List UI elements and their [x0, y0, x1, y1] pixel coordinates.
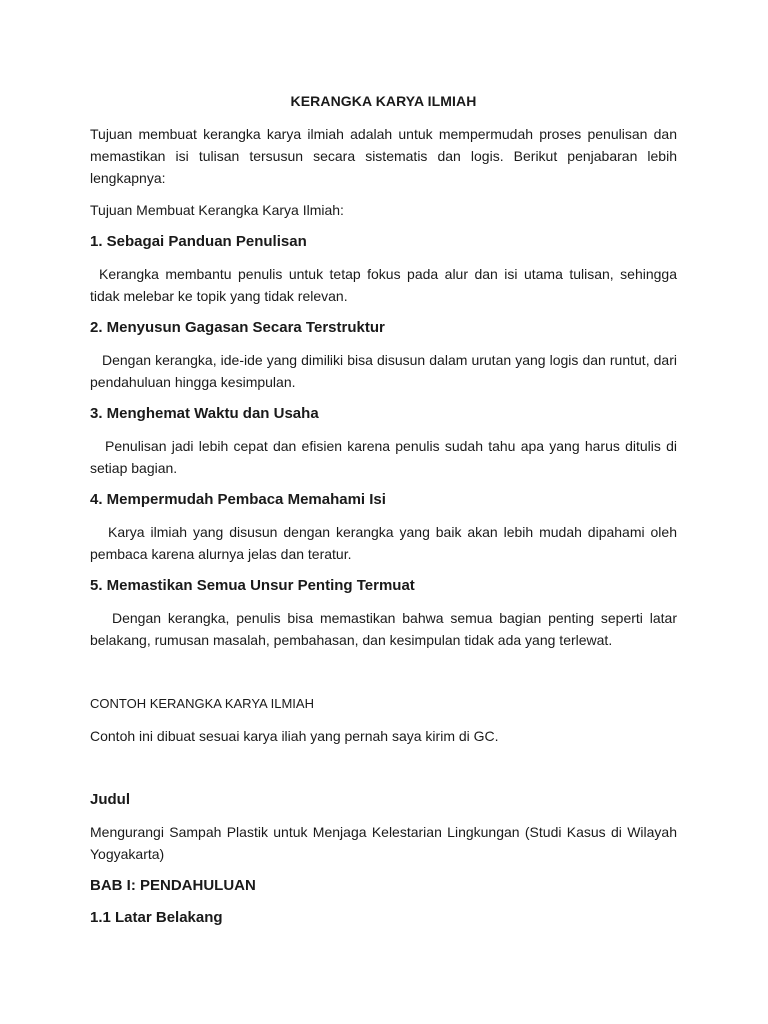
point-4-body: Karya ilmiah yang disusun dengan kerangka yang baik akan lebih mudah dipahami oleh pembaca karena alurnya jelas dan teratur.	[90, 524, 677, 562]
point-1-body: Kerangka membantu penulis untuk tetap fokus pada alur dan isi utama tulisan, sehingga tidak melebar ke topik yang tidak relevan.	[90, 266, 677, 304]
point-2-heading: 2. Menyusun Gagasan Secara Terstruktur	[90, 319, 385, 336]
point-4-heading: 4. Mempermudah Pembaca Memahami Isi	[90, 491, 386, 508]
judul-text: Mengurangi Sampah Plastik untuk Menjaga Kelestarian Lingkungan (Studi Kasus di Wilayah Yogyakarta)	[90, 824, 677, 862]
bab-1-heading: BAB I: PENDAHULUAN	[90, 877, 256, 894]
intro-paragraph: Tujuan membuat kerangka karya ilmiah adalah untuk mempermudah proses penulisan dan memastikan isi tulisan tersusun secara sistematis dan logis. Berikut penjabaran lebih lengkapnya:	[90, 126, 677, 186]
section-1-1-heading: 1.1 Latar Belakang	[90, 909, 223, 926]
point-5-heading: 5. Memastikan Semua Unsur Penting Termuat	[90, 577, 415, 594]
point-5-body: Dengan kerangka, penulis bisa memastikan bahwa semua bagian penting seperti latar belakang, rumusan masalah, pembahasan, dan kesimpulan tidak ada yang terlewat.	[90, 610, 677, 648]
purpose-label: Tujuan Membuat Kerangka Karya Ilmiah:	[90, 202, 344, 218]
document-title: KERANGKA KARYA ILMIAH	[290, 93, 477, 109]
example-note: Contoh ini dibuat sesuai karya iliah yang pernah saya kirim di GC.	[90, 728, 499, 744]
point-1-heading: 1. Sebagai Panduan Penulisan	[90, 233, 307, 250]
example-title: CONTOH KERANGKA KARYA ILMIAH	[90, 696, 314, 711]
point-2-body: Dengan kerangka, ide-ide yang dimiliki bisa disusun dalam urutan yang logis dan runtut, dari pendahuluan hingga kesimpulan.	[90, 352, 677, 390]
judul-heading: Judul	[90, 791, 130, 808]
point-3-heading: 3. Menghemat Waktu dan Usaha	[90, 405, 319, 422]
point-3-body: Penulisan jadi lebih cepat dan efisien karena penulis sudah tahu apa yang harus ditulis di setiap bagian.	[90, 438, 677, 476]
